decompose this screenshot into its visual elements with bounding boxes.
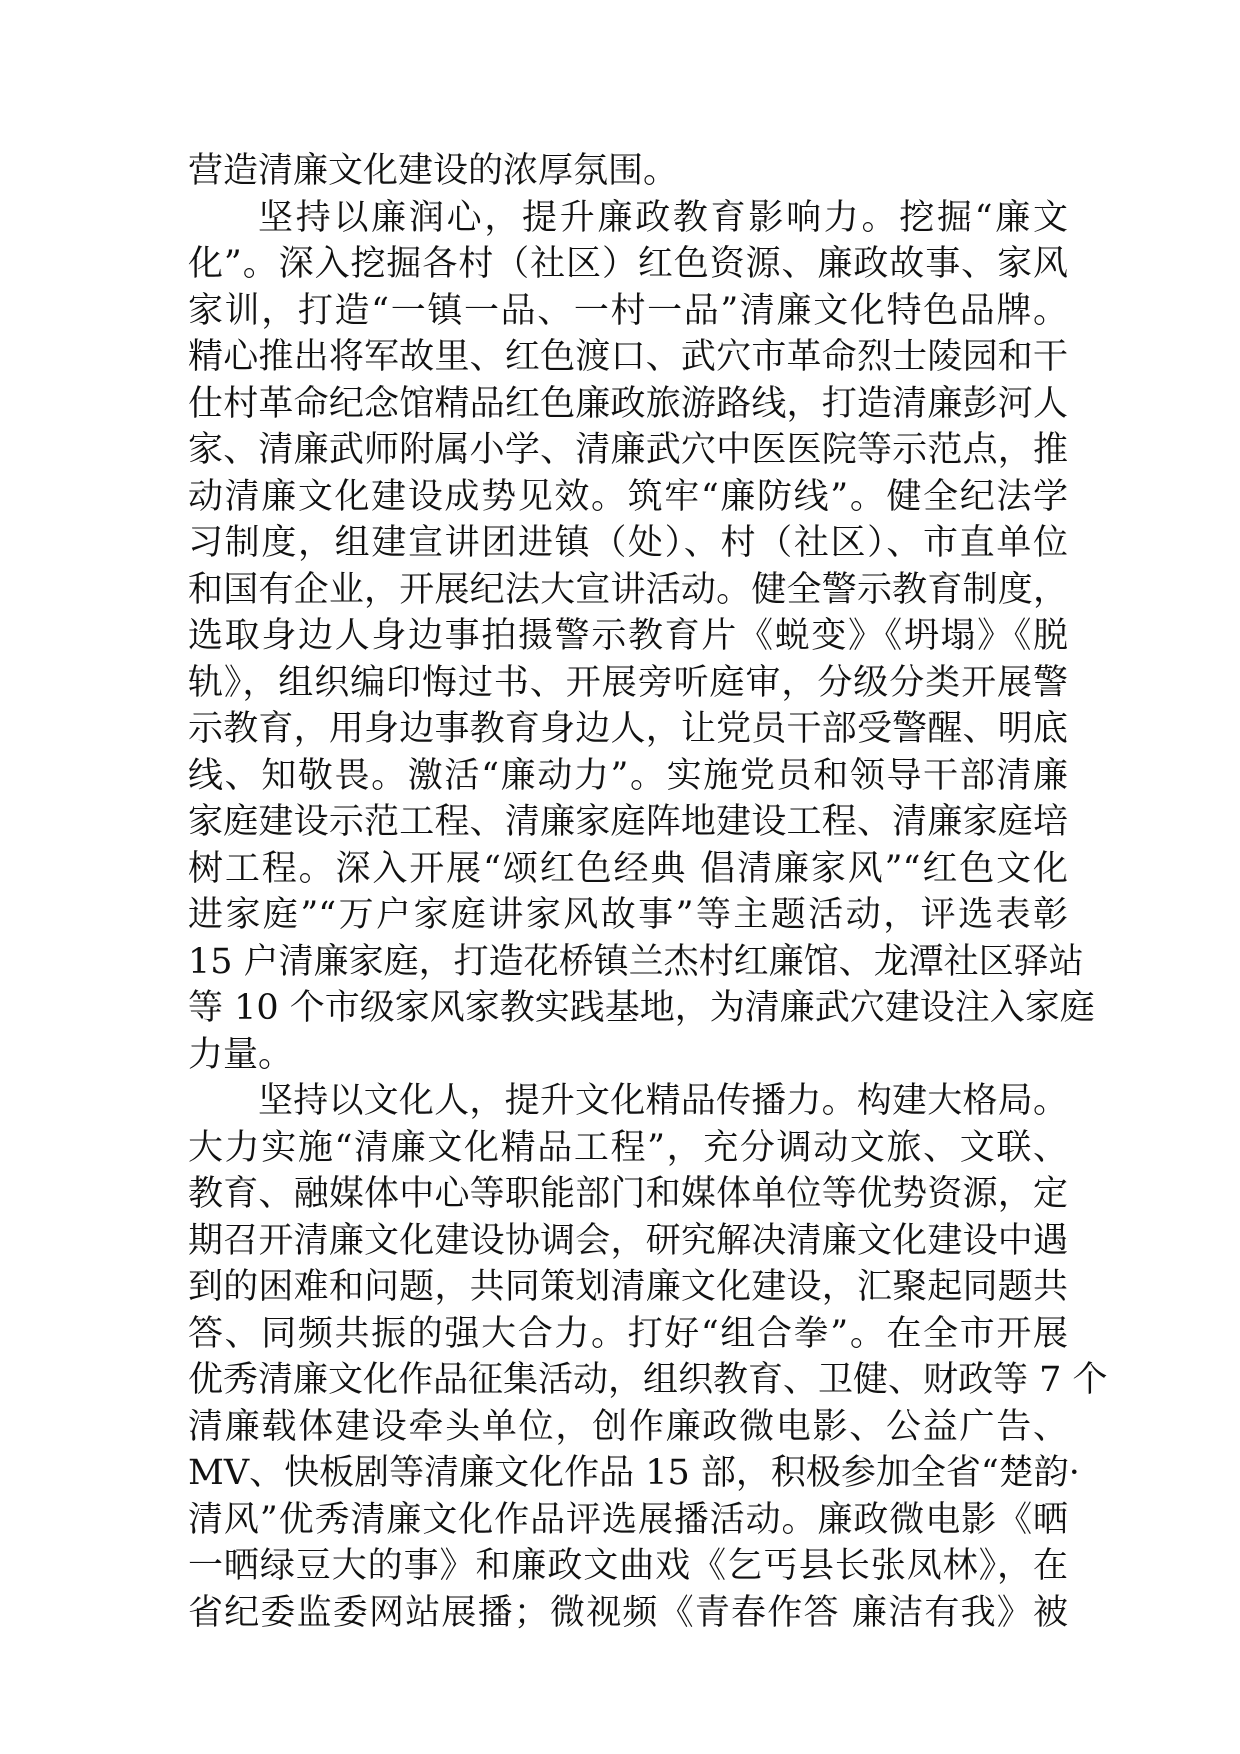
text-line: 省纪委监委网站展播；微视频《青春作答 廉洁有我》被 (188, 1592, 1068, 1633)
text-line: 动清廉文化建设成势见效。筑牢“廉防线”。健全纪法学 (188, 476, 1068, 517)
text-line: 力量。 (188, 1034, 294, 1075)
text-line: 和国有企业，开展纪法大宣讲活动。健全警示教育制度， (188, 569, 1068, 610)
text-line: 仕村革命纪念馆精品红色廉政旅游路线，打造清廉彭河人 (188, 383, 1068, 424)
text-line: 期召开清廉文化建设协调会，研究解决清廉文化建设中遇 (188, 1220, 1068, 1261)
text-line: 示教育，用身边事教育身边人，让党员干部受警醒、明底 (188, 709, 1068, 749)
text-line: 优秀清廉文化作品征集活动，组织教育、卫健、财政等 7 个 (188, 1360, 1108, 1400)
text-line: 坚持以文化人，提升文化精品传播力。构建大格局。 (258, 1081, 1068, 1121)
text-line: 选取身边人身边事拍摄警示教育片《蜕变》《坍塌》《脱 (188, 616, 1068, 656)
text-line: 轨》，组织编印悔过书、开展旁听庭审，分级分类开展警 (188, 662, 1068, 703)
text-line: 家庭建设示范工程、清廉家庭阵地建设工程、清廉家庭培 (188, 802, 1068, 842)
text-line: 15 户清廉家庭，打造花桥镇兰杰村红廉馆、龙潭社区驿站 (188, 941, 1084, 982)
text-line: 等 10 个市级家风家教实践基地，为清廉武穴建设注入家庭 (188, 988, 1095, 1028)
text-line: 营造清廉文化建设的浓厚氛围。 (188, 151, 679, 191)
text-line: 化”。深入挖掘各村（社区）红色资源、廉政故事、家风 (188, 244, 1068, 284)
text-line: 答、同频共振的强大合力。打好“组合拳”。在全市开展 (188, 1313, 1068, 1354)
text-line: 清廉载体建设牵头单位，创作廉政微电影、公益广告、 (188, 1406, 1068, 1447)
text-line: 家、清廉武师附属小学、清廉武穴中医医院等示范点，推 (188, 430, 1068, 470)
text-line: 树工程。深入开展“颂红色经典 倡清廉家风”“红色文化 (188, 848, 1068, 889)
text-line: 到的困难和问题，共同策划清廉文化建设，汇聚起同题共 (188, 1267, 1068, 1307)
text-line: 清风”优秀清廉文化作品评选展播活动。廉政微电影《晒 (188, 1499, 1068, 1540)
text-line: 家训，打造“一镇一品、一村一品”清廉文化特色品牌。 (188, 290, 1068, 331)
text-line: 一晒绿豆大的事》和廉政文曲戏《乞丐县长张凤林》，在 (188, 1546, 1068, 1586)
text-line: 精心推出将军故里、红色渡口、武穴市革命烈士陵园和干 (188, 337, 1068, 377)
text-line: MV、快板剧等清廉文化作品 15 部，积极参加全省“楚韵· (188, 1453, 1080, 1493)
text-line: 习制度，组建宣讲团进镇（处）、村（社区）、市直单位 (188, 523, 1068, 563)
body-text (188, 148, 1108, 1636)
text-line: 进家庭”“万户家庭讲家风故事”等主题活动，评选表彰 (188, 895, 1068, 935)
text-line: 大力实施“清廉文化精品工程”，充分调动文旅、文联、 (188, 1127, 1068, 1168)
text-line: 坚持以廉润心，提升廉政教育影响力。挖掘“廉文 (258, 197, 1068, 238)
text-line: 教育、融媒体中心等职能部门和媒体单位等优势资源，定 (188, 1174, 1068, 1214)
text-line: 线、知敬畏。激活“廉动力”。实施党员和领导干部清廉 (188, 755, 1068, 796)
